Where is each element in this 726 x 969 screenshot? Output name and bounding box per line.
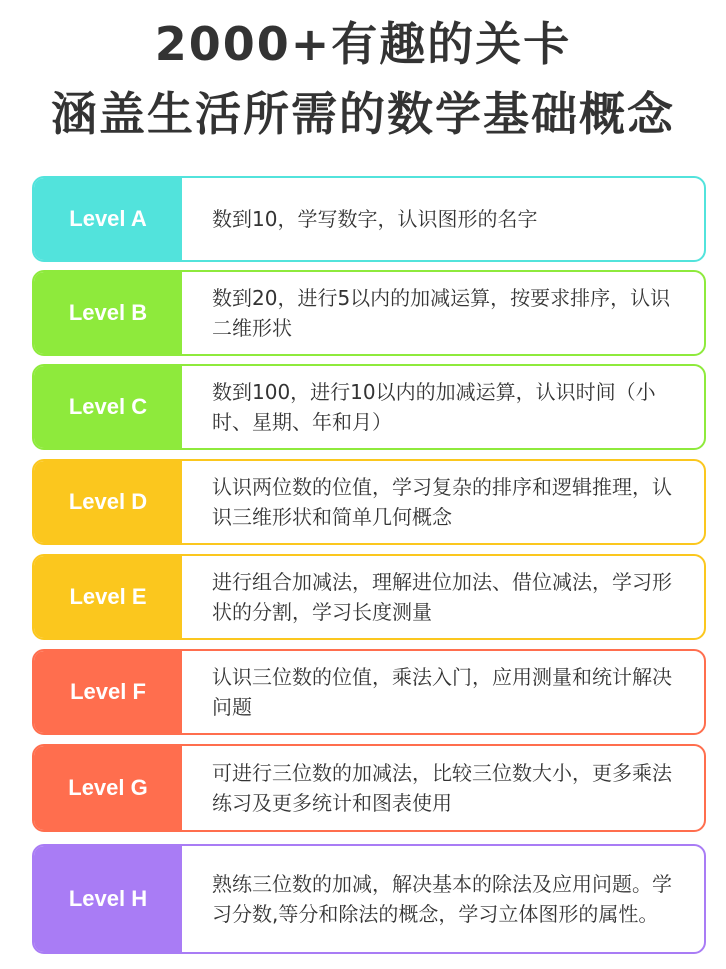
level-badge: Level G <box>34 746 182 830</box>
level-badge: Level B <box>34 272 182 354</box>
page-subtitle: 涵盖生活所需的数学基础概念 <box>51 87 675 141</box>
level-description: 进行组合加减法，理解进位加法、借位减法，学习形状的分割，学习长度测量 <box>212 570 672 624</box>
level-card-h <box>32 844 706 954</box>
level-badge: Level A <box>34 178 182 260</box>
level-description: 认识三位数的位值，乘法入门，应用测量和统计解决问题 <box>212 665 672 719</box>
level-description: 认识两位数的位值，学习复杂的排序和逻辑推理，认识三维形状和简单几何概念 <box>212 475 672 529</box>
level-badge: Level C <box>34 366 182 448</box>
level-card-a <box>32 176 706 262</box>
level-badge: Level E <box>34 556 182 638</box>
level-badge: Level F <box>34 651 182 733</box>
level-card-e <box>32 554 706 640</box>
level-card-b <box>32 270 706 356</box>
level-card-g <box>32 744 706 832</box>
level-badge: Level H <box>34 846 182 952</box>
level-card-c <box>32 364 706 450</box>
level-badge: Level D <box>34 461 182 543</box>
level-card-f <box>32 649 706 735</box>
page-header <box>0 14 726 144</box>
level-description: 数到10，学写数字，认识图形的名字 <box>212 207 538 231</box>
level-description: 熟练三位数的加减，解决基本的除法及应用问题。学习分数,等分和除法的概念，学习立体图形的属性。 <box>212 872 672 926</box>
page-title: 2000+有趣的关卡 <box>154 17 572 71</box>
level-card-d <box>32 459 706 545</box>
level-description: 数到20，进行5以内的加减运算，按要求排序，认识二维形状 <box>212 286 671 340</box>
level-description: 可进行三位数的加减法，比较三位数大小，更多乘法练习及更多统计和图表使用 <box>212 761 672 815</box>
level-description: 数到100，进行10以内的加减运算，认识时间（小时、星期、年和月） <box>212 380 656 434</box>
